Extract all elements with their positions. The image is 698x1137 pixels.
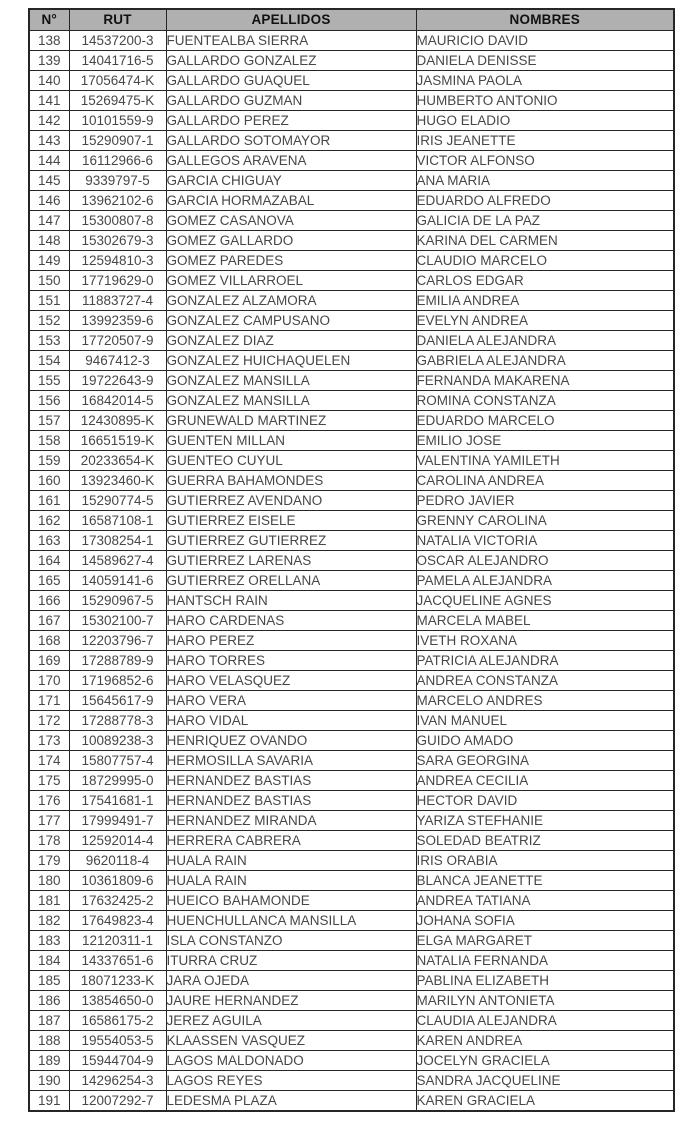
cell-num: 141	[29, 90, 69, 110]
cell-rut: 15807757-4	[69, 750, 166, 770]
cell-rut: 15944704-9	[69, 1050, 166, 1070]
cell-apellidos: GUTIERREZ LARENAS	[166, 550, 416, 570]
cell-nombres: VALENTINA YAMILETH	[416, 450, 674, 470]
table-row	[29, 930, 674, 950]
cell-rut: 15290907-1	[69, 130, 166, 150]
cell-nombres: DANIELA DENISSE	[416, 50, 674, 70]
cell-nombres: NATALIA FERNANDA	[416, 950, 674, 970]
table-row	[29, 650, 674, 670]
cell-nombres: FERNANDA MAKARENA	[416, 370, 674, 390]
cell-rut: 17720507-9	[69, 330, 166, 350]
cell-num: 162	[29, 510, 69, 530]
cell-nombres: ELGA MARGARET	[416, 930, 674, 950]
header-cell-num: N°	[29, 9, 69, 30]
cell-nombres: PEDRO JAVIER	[416, 490, 674, 510]
cell-num: 175	[29, 770, 69, 790]
cell-rut: 12120311-1	[69, 930, 166, 950]
cell-rut: 14537200-3	[69, 30, 166, 50]
table-row	[29, 710, 674, 730]
cell-apellidos: HERMOSILLA SAVARIA	[166, 750, 416, 770]
cell-apellidos: GUENTEN MILLAN	[166, 430, 416, 450]
cell-num: 188	[29, 1030, 69, 1050]
cell-nombres: MARCELO ANDRES	[416, 690, 674, 710]
cell-num: 148	[29, 230, 69, 250]
cell-rut: 13923460-K	[69, 470, 166, 490]
table-row	[29, 810, 674, 830]
cell-nombres: SANDRA JACQUELINE	[416, 1070, 674, 1090]
cell-nombres: KAREN GRACIELA	[416, 1090, 674, 1111]
cell-num: 180	[29, 870, 69, 890]
cell-rut: 12592014-4	[69, 830, 166, 850]
table-row	[29, 130, 674, 150]
cell-num: 165	[29, 570, 69, 590]
cell-num: 152	[29, 310, 69, 330]
cell-apellidos: GOMEZ CASANOVA	[166, 210, 416, 230]
cell-nombres: SARA GEORGINA	[416, 750, 674, 770]
cell-num: 166	[29, 590, 69, 610]
cell-num: 191	[29, 1090, 69, 1111]
cell-apellidos: GALLARDO PEREZ	[166, 110, 416, 130]
cell-num: 161	[29, 490, 69, 510]
table-row	[29, 910, 674, 930]
cell-rut: 17999491-7	[69, 810, 166, 830]
cell-nombres: CARLOS EDGAR	[416, 270, 674, 290]
cell-nombres: JASMINA PAOLA	[416, 70, 674, 90]
cell-rut: 17632425-2	[69, 890, 166, 910]
cell-rut: 12203796-7	[69, 630, 166, 650]
cell-nombres: DANIELA ALEJANDRA	[416, 330, 674, 350]
table-row	[29, 310, 674, 330]
cell-apellidos: GALLARDO GONZALEZ	[166, 50, 416, 70]
cell-nombres: CAROLINA ANDREA	[416, 470, 674, 490]
table-row	[29, 390, 674, 410]
cell-nombres: SOLEDAD BEATRIZ	[416, 830, 674, 850]
table-row	[29, 90, 674, 110]
cell-rut: 15300807-8	[69, 210, 166, 230]
cell-rut: 10101559-9	[69, 110, 166, 130]
cell-apellidos: HARO CARDENAS	[166, 610, 416, 630]
cell-nombres: CLAUDIA ALEJANDRA	[416, 1010, 674, 1030]
cell-nombres: HECTOR DAVID	[416, 790, 674, 810]
cell-nombres: ANDREA TATIANA	[416, 890, 674, 910]
cell-apellidos: ITURRA CRUZ	[166, 950, 416, 970]
roster-table	[28, 8, 675, 1112]
table-row	[29, 450, 674, 470]
cell-nombres: GRENNY CAROLINA	[416, 510, 674, 530]
cell-rut: 13992359-6	[69, 310, 166, 330]
cell-nombres: JACQUELINE AGNES	[416, 590, 674, 610]
cell-nombres: HUGO ELADIO	[416, 110, 674, 130]
cell-apellidos: HARO TORRES	[166, 650, 416, 670]
table-row	[29, 870, 674, 890]
cell-rut: 12007292-7	[69, 1090, 166, 1111]
cell-rut: 17056474-K	[69, 70, 166, 90]
cell-apellidos: GOMEZ GALLARDO	[166, 230, 416, 250]
cell-num: 168	[29, 630, 69, 650]
cell-apellidos: GONZALEZ MANSILLA	[166, 370, 416, 390]
cell-nombres: GUIDO AMADO	[416, 730, 674, 750]
cell-num: 151	[29, 290, 69, 310]
cell-apellidos: GARCIA CHIGUAY	[166, 170, 416, 190]
cell-num: 156	[29, 390, 69, 410]
cell-apellidos: GALLARDO SOTOMAYOR	[166, 130, 416, 150]
cell-rut: 15645617-9	[69, 690, 166, 710]
cell-apellidos: ISLA CONSTANZO	[166, 930, 416, 950]
table-row	[29, 670, 674, 690]
cell-apellidos: GRUNEWALD MARTINEZ	[166, 410, 416, 430]
cell-apellidos: JARA OJEDA	[166, 970, 416, 990]
cell-apellidos: HERNANDEZ BASTIAS	[166, 790, 416, 810]
table-row	[29, 570, 674, 590]
table-row	[29, 890, 674, 910]
cell-rut: 9467412-3	[69, 350, 166, 370]
cell-nombres: CLAUDIO MARCELO	[416, 250, 674, 270]
cell-nombres: KAREN ANDREA	[416, 1030, 674, 1050]
cell-apellidos: HERRERA CABRERA	[166, 830, 416, 850]
header-cell-nombres: NOMBRES	[416, 9, 674, 30]
cell-nombres: HUMBERTO ANTONIO	[416, 90, 674, 110]
table-row	[29, 790, 674, 810]
cell-nombres: IRIS ORABIA	[416, 850, 674, 870]
cell-nombres: JOHANA SOFIA	[416, 910, 674, 930]
cell-nombres: PATRICIA ALEJANDRA	[416, 650, 674, 670]
cell-apellidos: GALLARDO GUZMAN	[166, 90, 416, 110]
table-row	[29, 490, 674, 510]
cell-num: 189	[29, 1050, 69, 1070]
cell-nombres: MARILYN ANTONIETA	[416, 990, 674, 1010]
cell-num: 164	[29, 550, 69, 570]
table-row	[29, 730, 674, 750]
cell-apellidos: HUALA RAIN	[166, 850, 416, 870]
cell-apellidos: GUTIERREZ GUTIERREZ	[166, 530, 416, 550]
cell-apellidos: LAGOS MALDONADO	[166, 1050, 416, 1070]
cell-num: 145	[29, 170, 69, 190]
cell-nombres: OSCAR ALEJANDRO	[416, 550, 674, 570]
cell-num: 184	[29, 950, 69, 970]
cell-rut: 17541681-1	[69, 790, 166, 810]
cell-rut: 12430895-K	[69, 410, 166, 430]
cell-apellidos: HUENCHULLANCA MANSILLA	[166, 910, 416, 930]
table-row	[29, 770, 674, 790]
table-row	[29, 830, 674, 850]
cell-apellidos: GUENTEO CUYUL	[166, 450, 416, 470]
cell-nombres: GABRIELA ALEJANDRA	[416, 350, 674, 370]
table-row	[29, 630, 674, 650]
cell-num: 174	[29, 750, 69, 770]
cell-rut: 14059141-6	[69, 570, 166, 590]
table-row	[29, 410, 674, 430]
cell-nombres: EMILIA ANDREA	[416, 290, 674, 310]
cell-nombres: ANDREA CONSTANZA	[416, 670, 674, 690]
table-row	[29, 550, 674, 570]
table-row	[29, 1050, 674, 1070]
cell-rut: 17288789-9	[69, 650, 166, 670]
cell-apellidos: HARO VELASQUEZ	[166, 670, 416, 690]
cell-apellidos: JAURE HERNANDEZ	[166, 990, 416, 1010]
table-row	[29, 30, 674, 50]
cell-rut: 9620118-4	[69, 850, 166, 870]
cell-num: 158	[29, 430, 69, 450]
cell-num: 176	[29, 790, 69, 810]
cell-rut: 17196852-6	[69, 670, 166, 690]
cell-apellidos: KLAASSEN VASQUEZ	[166, 1030, 416, 1050]
cell-rut: 12594810-3	[69, 250, 166, 270]
table-row	[29, 610, 674, 630]
cell-rut: 19722643-9	[69, 370, 166, 390]
table-row	[29, 1030, 674, 1050]
cell-num: 190	[29, 1070, 69, 1090]
cell-num: 154	[29, 350, 69, 370]
cell-nombres: EDUARDO MARCELO	[416, 410, 674, 430]
cell-nombres: NATALIA VICTORIA	[416, 530, 674, 550]
cell-apellidos: HARO VERA	[166, 690, 416, 710]
cell-apellidos: GONZALEZ CAMPUSANO	[166, 310, 416, 330]
cell-apellidos: HERNANDEZ MIRANDA	[166, 810, 416, 830]
table-row	[29, 270, 674, 290]
cell-num: 143	[29, 130, 69, 150]
table-row	[29, 1010, 674, 1030]
table-row	[29, 850, 674, 870]
cell-rut: 14337651-6	[69, 950, 166, 970]
cell-num: 177	[29, 810, 69, 830]
cell-nombres: ANDREA CECILIA	[416, 770, 674, 790]
table-row	[29, 750, 674, 770]
header-cell-apellidos: APELLIDOS	[166, 9, 416, 30]
cell-num: 160	[29, 470, 69, 490]
table-header-row	[29, 9, 674, 30]
cell-rut: 17649823-4	[69, 910, 166, 930]
cell-num: 179	[29, 850, 69, 870]
table-row	[29, 230, 674, 250]
cell-apellidos: HANTSCH RAIN	[166, 590, 416, 610]
table-row	[29, 990, 674, 1010]
table-row	[29, 350, 674, 370]
cell-rut: 14589627-4	[69, 550, 166, 570]
cell-num: 173	[29, 730, 69, 750]
table-row	[29, 530, 674, 550]
cell-nombres: EMILIO JOSE	[416, 430, 674, 450]
table-row	[29, 290, 674, 310]
table-row	[29, 430, 674, 450]
cell-apellidos: GONZALEZ DIAZ	[166, 330, 416, 350]
cell-num: 140	[29, 70, 69, 90]
table-row	[29, 150, 674, 170]
table-row	[29, 70, 674, 90]
cell-nombres: GALICIA DE LA PAZ	[416, 210, 674, 230]
cell-nombres: PAMELA ALEJANDRA	[416, 570, 674, 590]
cell-apellidos: GALLARDO GUAQUEL	[166, 70, 416, 90]
cell-num: 144	[29, 150, 69, 170]
cell-num: 171	[29, 690, 69, 710]
cell-rut: 16586175-2	[69, 1010, 166, 1030]
cell-apellidos: GUERRA BAHAMONDES	[166, 470, 416, 490]
cell-rut: 17288778-3	[69, 710, 166, 730]
cell-num: 172	[29, 710, 69, 730]
cell-rut: 16651519-K	[69, 430, 166, 450]
cell-num: 153	[29, 330, 69, 350]
cell-apellidos: GOMEZ VILLARROEL	[166, 270, 416, 290]
cell-nombres: ROMINA CONSTANZA	[416, 390, 674, 410]
cell-apellidos: JEREZ AGUILA	[166, 1010, 416, 1030]
cell-nombres: BLANCA JEANETTE	[416, 870, 674, 890]
cell-num: 155	[29, 370, 69, 390]
cell-num: 150	[29, 270, 69, 290]
cell-num: 183	[29, 930, 69, 950]
cell-rut: 13962102-6	[69, 190, 166, 210]
cell-apellidos: GONZALEZ HUICHAQUELEN	[166, 350, 416, 370]
cell-apellidos: HUEICO BAHAMONDE	[166, 890, 416, 910]
cell-rut: 16112966-6	[69, 150, 166, 170]
table-row	[29, 590, 674, 610]
cell-rut: 10089238-3	[69, 730, 166, 750]
cell-rut: 15290774-5	[69, 490, 166, 510]
table-row	[29, 470, 674, 490]
cell-num: 139	[29, 50, 69, 70]
table-row	[29, 1090, 674, 1111]
cell-num: 142	[29, 110, 69, 130]
cell-apellidos: LEDESMA PLAZA	[166, 1090, 416, 1111]
table-body	[29, 30, 674, 1111]
cell-num: 138	[29, 30, 69, 50]
header-cell-rut: RUT	[69, 9, 166, 30]
cell-rut: 18729995-0	[69, 770, 166, 790]
cell-apellidos: HUALA RAIN	[166, 870, 416, 890]
cell-rut: 14041716-5	[69, 50, 166, 70]
table-row	[29, 950, 674, 970]
cell-apellidos: GUTIERREZ EISELE	[166, 510, 416, 530]
cell-nombres: PABLINA ELIZABETH	[416, 970, 674, 990]
table-row	[29, 190, 674, 210]
cell-nombres: IVETH ROXANA	[416, 630, 674, 650]
cell-num: 159	[29, 450, 69, 470]
cell-nombres: EVELYN ANDREA	[416, 310, 674, 330]
cell-apellidos: GARCIA HORMAZABAL	[166, 190, 416, 210]
cell-nombres: MAURICIO DAVID	[416, 30, 674, 50]
cell-apellidos: FUENTEALBA SIERRA	[166, 30, 416, 50]
cell-nombres: ANA MARIA	[416, 170, 674, 190]
cell-rut: 10361809-6	[69, 870, 166, 890]
cell-nombres: MARCELA MABEL	[416, 610, 674, 630]
cell-num: 170	[29, 670, 69, 690]
cell-nombres: YARIZA STEFHANIE	[416, 810, 674, 830]
cell-num: 169	[29, 650, 69, 670]
cell-rut: 20233654-K	[69, 450, 166, 470]
cell-apellidos: LAGOS REYES	[166, 1070, 416, 1090]
cell-num: 147	[29, 210, 69, 230]
cell-apellidos: GONZALEZ ALZAMORA	[166, 290, 416, 310]
cell-nombres: IRIS JEANETTE	[416, 130, 674, 150]
cell-rut: 18071233-K	[69, 970, 166, 990]
table-row	[29, 1070, 674, 1090]
cell-apellidos: GOMEZ PAREDES	[166, 250, 416, 270]
cell-num: 149	[29, 250, 69, 270]
cell-nombres: IVAN MANUEL	[416, 710, 674, 730]
cell-rut: 16587108-1	[69, 510, 166, 530]
cell-nombres: EDUARDO ALFREDO	[416, 190, 674, 210]
cell-rut: 15302100-7	[69, 610, 166, 630]
cell-apellidos: GUTIERREZ ORELLANA	[166, 570, 416, 590]
cell-apellidos: HERNANDEZ BASTIAS	[166, 770, 416, 790]
cell-rut: 19554053-5	[69, 1030, 166, 1050]
cell-apellidos: GUTIERREZ AVENDANO	[166, 490, 416, 510]
cell-num: 146	[29, 190, 69, 210]
cell-rut: 15302679-3	[69, 230, 166, 250]
cell-num: 163	[29, 530, 69, 550]
cell-num: 182	[29, 910, 69, 930]
cell-apellidos: HARO VIDAL	[166, 710, 416, 730]
cell-apellidos: GALLEGOS ARAVENA	[166, 150, 416, 170]
cell-rut: 17719629-0	[69, 270, 166, 290]
cell-apellidos: HENRIQUEZ OVANDO	[166, 730, 416, 750]
cell-nombres: KARINA DEL CARMEN	[416, 230, 674, 250]
cell-rut: 11883727-4	[69, 290, 166, 310]
cell-rut: 15269475-K	[69, 90, 166, 110]
table-row	[29, 970, 674, 990]
cell-num: 187	[29, 1010, 69, 1030]
cell-num: 186	[29, 990, 69, 1010]
cell-rut: 14296254-3	[69, 1070, 166, 1090]
cell-apellidos: HARO PEREZ	[166, 630, 416, 650]
cell-rut: 15290967-5	[69, 590, 166, 610]
cell-num: 178	[29, 830, 69, 850]
table-row	[29, 510, 674, 530]
cell-nombres: VICTOR ALFONSO	[416, 150, 674, 170]
table-row	[29, 330, 674, 350]
cell-rut: 9339797-5	[69, 170, 166, 190]
cell-rut: 13854650-0	[69, 990, 166, 1010]
cell-num: 185	[29, 970, 69, 990]
cell-num: 181	[29, 890, 69, 910]
table-row	[29, 370, 674, 390]
table-row	[29, 110, 674, 130]
cell-apellidos: GONZALEZ MANSILLA	[166, 390, 416, 410]
cell-nombres: JOCELYN GRACIELA	[416, 1050, 674, 1070]
table-row	[29, 170, 674, 190]
cell-num: 167	[29, 610, 69, 630]
cell-rut: 16842014-5	[69, 390, 166, 410]
table-row	[29, 690, 674, 710]
table-row	[29, 210, 674, 230]
cell-rut: 17308254-1	[69, 530, 166, 550]
cell-num: 157	[29, 410, 69, 430]
table-row	[29, 50, 674, 70]
table-row	[29, 250, 674, 270]
